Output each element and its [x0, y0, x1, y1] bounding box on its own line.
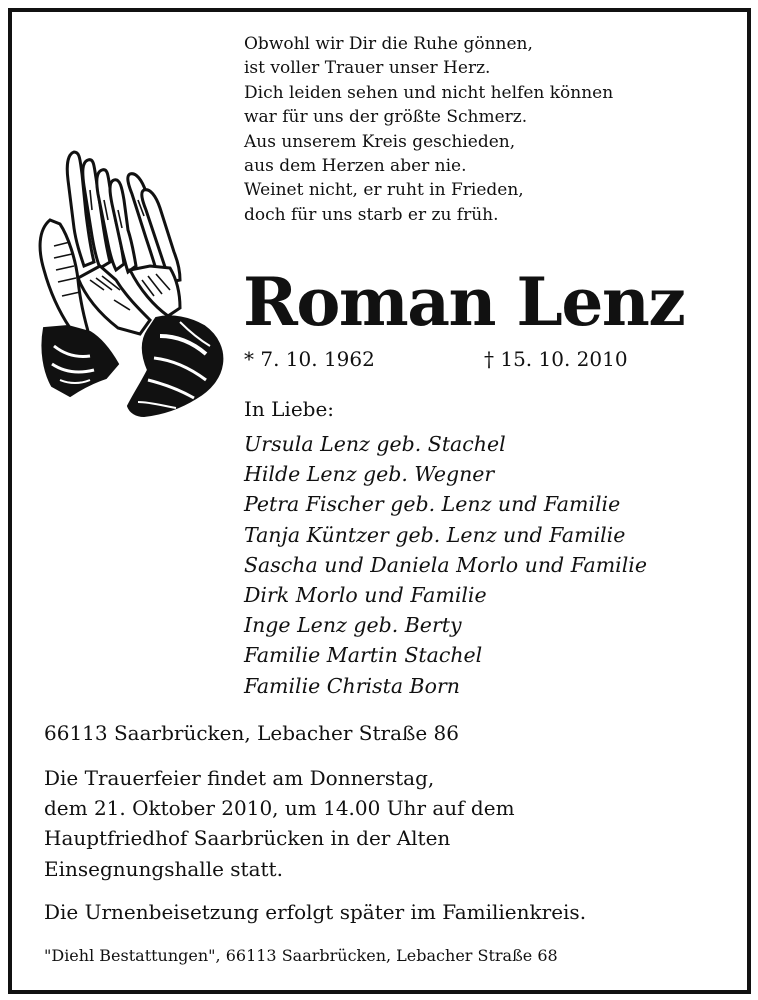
- family-address: 66113 Saarbrücken, Lebacher Straße 86: [44, 721, 459, 745]
- poem: [244, 32, 613, 227]
- mourners-list: [244, 429, 647, 701]
- mourner-entry: Dirk Morlo und Familie: [244, 583, 487, 608]
- mourner-entry: Hilde Lenz geb. Wegner: [244, 462, 495, 487]
- mourner-entry: Petra Fischer geb. Lenz und Familie: [244, 492, 621, 517]
- mourner-entry: Sascha und Daniela Morlo und Familie: [244, 552, 647, 577]
- undertaker-info: "Diehl Bestattungen", 66113 Saarbrücken, Lebacher Straße 68: [44, 946, 558, 965]
- poem-line: Aus unserem Kreis geschieden,: [244, 131, 516, 152]
- ceremony-line: dem 21. Oktober 2010, um 14.00 Uhr auf dem: [44, 796, 515, 821]
- mourner-entry: Familie Christa Born: [244, 673, 460, 698]
- funeral-ceremony-info: [44, 763, 515, 884]
- mourner-entry: Familie Martin Stachel: [244, 643, 483, 668]
- poem-line: Obwohl wir Dir die Ruhe gönnen,: [244, 34, 533, 54]
- ceremony-line: Die Trauerfeier findet am Donnerstag,: [44, 766, 435, 790]
- mourner-entry: Inge Lenz geb. Berty: [244, 613, 462, 638]
- praying-hands-icon: [30, 150, 226, 422]
- deceased-name: Roman Lenz: [243, 263, 685, 341]
- poem-line: ist voller Trauer unser Herz.: [244, 58, 491, 79]
- death-date: † 15. 10. 2010: [484, 347, 628, 371]
- poem-line: Weinet nicht, er ruht in Frieden,: [244, 180, 524, 201]
- mourner-entry: Tanja Küntzer geb. Lenz und Familie: [244, 522, 626, 547]
- ceremony-line: Einsegnungshalle statt.: [44, 856, 283, 881]
- birth-date: * 7. 10. 1962: [244, 347, 375, 371]
- poem-line: doch für uns starb er zu früh.: [244, 204, 499, 225]
- poem-line: aus dem Herzen aber nie.: [244, 156, 467, 177]
- ceremony-line: Hauptfriedhof Saarbrücken in der Alten: [44, 826, 451, 851]
- poem-line: war für uns der größte Schmerz.: [244, 107, 528, 128]
- poem-line: Dich leiden sehen und nicht helfen können: [244, 82, 614, 103]
- urn-burial-note: Die Urnenbeisetzung erfolgt später im Familienkreis.: [44, 900, 587, 924]
- mourner-entry: Ursula Lenz geb. Stachel: [244, 432, 506, 456]
- mourners-intro: In Liebe:: [244, 397, 335, 421]
